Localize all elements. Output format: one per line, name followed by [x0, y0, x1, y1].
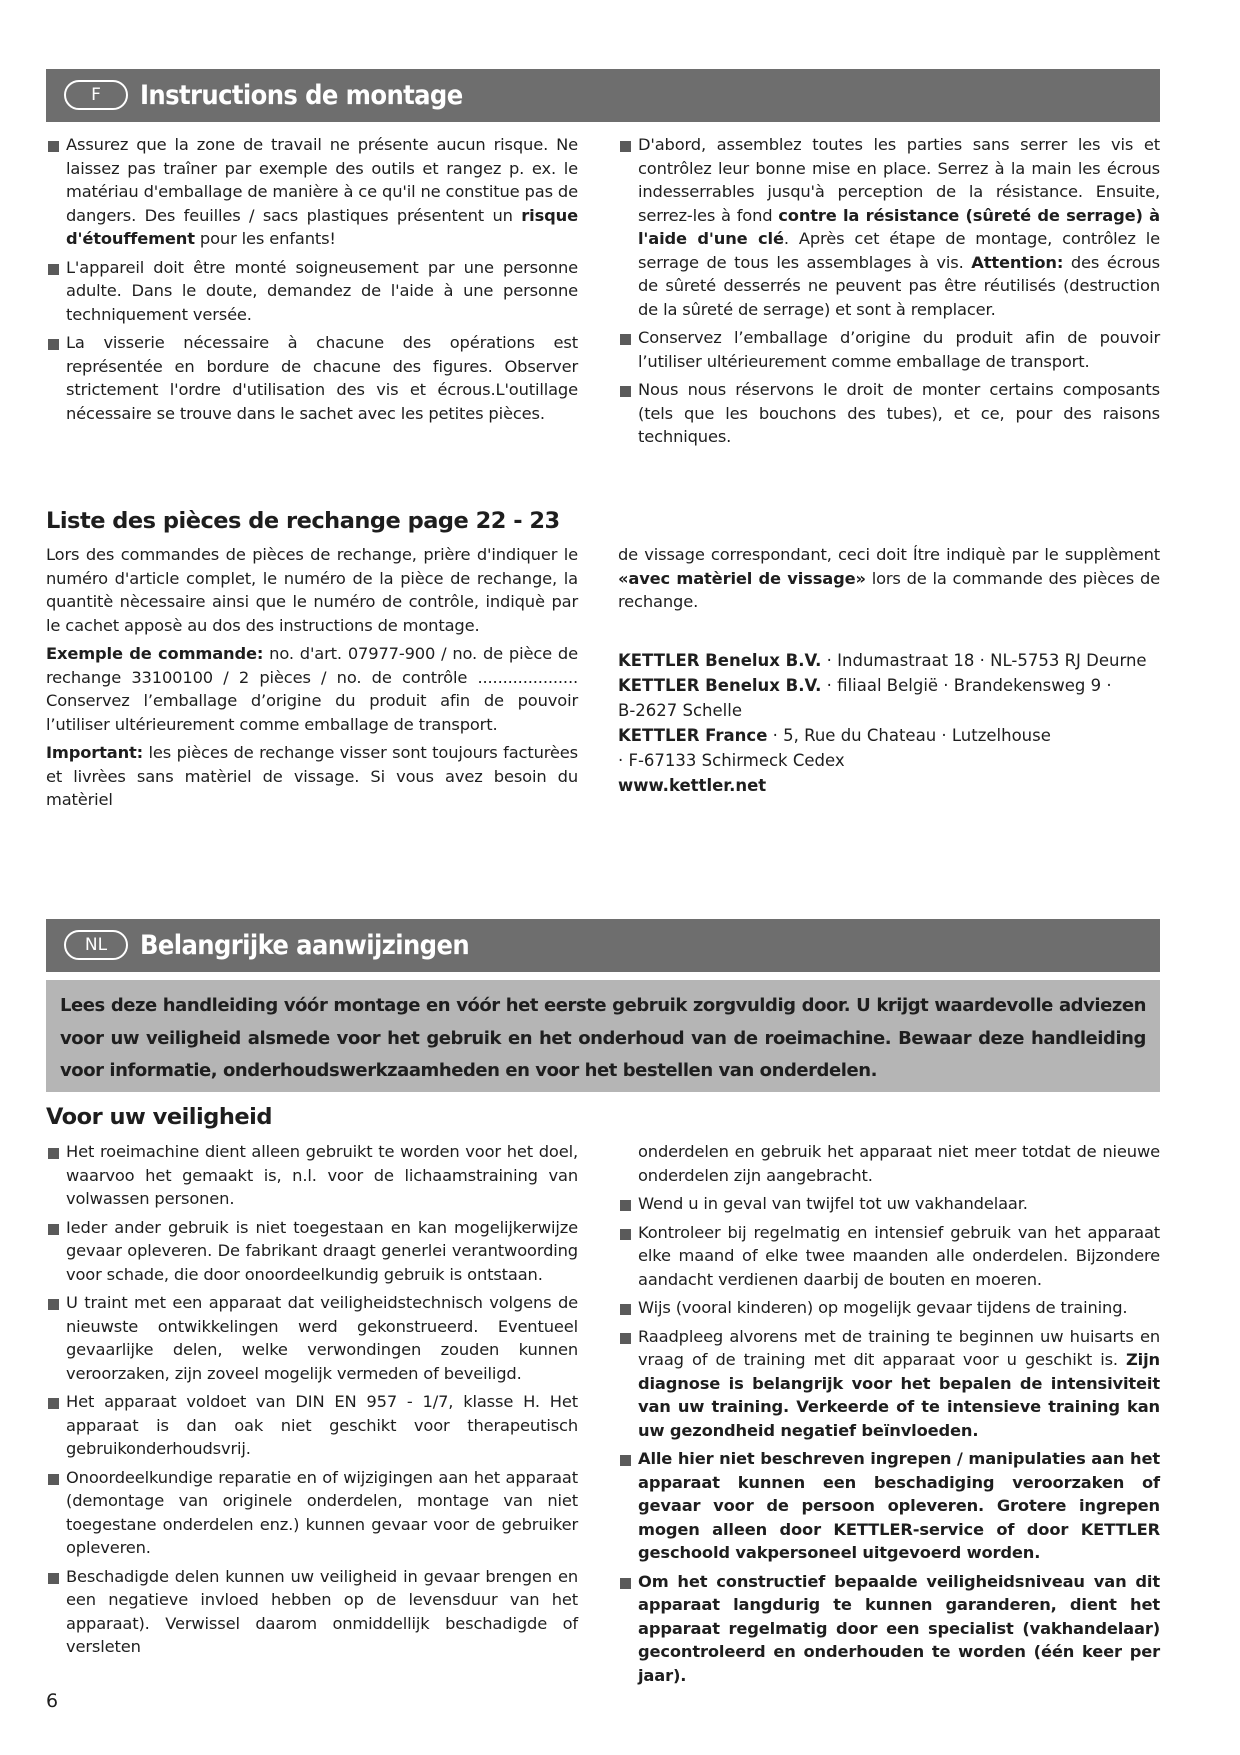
bullet-square-icon: [48, 1398, 59, 1409]
list-item: [46, 1140, 578, 1211]
address-line: [618, 648, 1160, 673]
item-text: Kontroleer bij regelmatig en intensief gebruik van het apparaat elke maand of elke twee maanden alle onderdelen. Bijzondere aandacht verdienen daarbij de bouten en moeren.: [638, 1222, 1160, 1289]
item-text: L'appareil doit être monté soigneusement par une personne adulte. Dans le doute, demandez de l'aide à une personne techniquement versée.: [66, 257, 578, 324]
bullet-square-icon: [620, 386, 631, 397]
item-text: Wend u in geval van twijfel tot uw vakhandelaar.: [638, 1194, 1028, 1213]
spare-parts-left-column: [46, 543, 578, 812]
notice-text: Lees deze handleiding vóór montage en vóór het eerste gebruik zorgvuldig door. U krijgt waardevolle adviezen voor uw veiligheid alsmede voor het gebruik en het onderhoud van de roeimachine. Bewaar deze handleiding voor informatie, onderhoudswerkzaamheden en voor het bestellen van onderdelen.: [60, 995, 1146, 1081]
website-text[interactable]: www.kettler.net: [618, 776, 767, 795]
item-bold-text: Attention:: [971, 252, 1064, 272]
item-bold-text: contre la résistance (sûreté de serrage) à l'aide d'une clé: [638, 205, 1160, 248]
bullet-square-icon: [620, 1455, 631, 1466]
list-item: [46, 1565, 578, 1659]
item-text: onderdelen en gebruik het apparaat niet meer totdat de nieuwe onderdelen zijn aangebracht.: [638, 1142, 1160, 1185]
address-text: · 5, Rue du Chateau · Lutzelhouse · F-67133 Schirmeck Cedex: [618, 726, 1051, 770]
bullet-square-icon: [620, 1304, 631, 1315]
list-item: [618, 1192, 1160, 1216]
address-block: [618, 648, 1160, 798]
bullet-square-icon: [48, 141, 59, 152]
important-text: les pièces de rechange visser sont toujours facturèes et livrèes sans matèriel de vissage. Si vous avez besoin du matèriel: [46, 743, 578, 809]
item-text: La visserie nécessaire à chacune des opérations est représentée en bordure de chacune des figures. Observer strictement l'ordre d'utilisation des vis et écrous.L'outillage nécessaire se trouve dans le sachet avec les petites pièces.: [66, 333, 578, 423]
item-text: U traint met een apparaat dat veiligheidstechnisch volgens de nieuwste ontwikkelingen werd gekonstrueerd. Eventueel gevaarlijke delen, welke verwondingen zouden kunnen veroorzaken, zijn zoveel mogelijk vermeden of beveiligd.: [66, 1293, 578, 1383]
address-line: [618, 673, 1118, 723]
spare-parts-heading: Liste des pièces de rechange page 22 - 23: [46, 508, 560, 534]
section-title-nl: Belangrijke aanwijzingen: [140, 930, 470, 961]
list-item: [46, 1466, 578, 1560]
bullet-square-icon: [620, 334, 631, 345]
screw-material-paragraph: [618, 543, 1160, 614]
item-text: . Après cet étape de montage, contrôlez le serrage de tous les assemblages à vis.: [638, 229, 1160, 272]
order-example-label: Exemple de commande:: [46, 644, 264, 663]
list-item: [618, 133, 1160, 321]
item-text: Onoordeelkundige reparatie en of wijzigingen aan het apparaat (demontage van originele onderdelen, montage van niet toegestane onderdelen enz.) kunnen gevaar voor de gebruiker opleveren.: [66, 1467, 578, 1557]
item-text: Wijs (vooral kinderen) op mogelijk gevaar tijdens de training.: [638, 1298, 1128, 1317]
safety-subheading: Voor uw veiligheid: [46, 1104, 272, 1130]
bullet-square-icon: [620, 1200, 631, 1211]
item-text: pour les enfants!: [194, 229, 336, 248]
list-item: [618, 1221, 1160, 1292]
spare-parts-paragraph: Lors des commandes de pièces de rechange, prière d'indiquer le numéro d'article complet, le numéro de la pièce de rechange, la quantitè nècessaire ainsi que le numéro de contrôle, indiquè par le cachet apposè au dos des instructions de montage.: [46, 545, 578, 635]
bullet-square-icon: [48, 1299, 59, 1310]
list-item: [618, 1447, 1160, 1565]
website-link[interactable]: [618, 773, 1160, 798]
list-item: [46, 1390, 578, 1461]
bullet-square-icon: [48, 1148, 59, 1159]
paragraph-text: lors de la commande des pièces de rechange.: [618, 568, 1161, 611]
list-item: [618, 1296, 1160, 1320]
company-name: KETTLER Benelux B.V.: [618, 676, 822, 695]
list-item: [618, 378, 1160, 449]
bullet-square-icon: [620, 1578, 631, 1589]
company-name: KETTLER Benelux B.V.: [618, 651, 822, 670]
item-text: Conservez l’emballage d’origine du produit afin de pouvoir l’utiliser ultérieurement comme emballage de transport.: [638, 328, 1160, 371]
order-example-text: no. d'art. 07977-900 / no. de pièce de rechange 33100100 / 2 pièces / no. de contrôle .................... Conservez l’emballage d’origine du produit afin de pouvoir l’utiliser ultérieurement comme emballage de transport.: [46, 644, 578, 734]
bullet-square-icon: [620, 1333, 631, 1344]
nl-right-column: [618, 1140, 1160, 1692]
list-item: [618, 1325, 1160, 1443]
order-example-paragraph: [46, 642, 578, 736]
list-item-continued: [618, 1140, 1160, 1187]
bullet-square-icon: [620, 141, 631, 152]
company-name: KETTLER France: [618, 726, 768, 745]
item-text: Nous nous réservons le droit de monter certains composants (tels que les bouchons des tubes), et ce, pour des raisons techniques.: [638, 380, 1160, 446]
bullet-square-icon: [48, 264, 59, 275]
item-bold-text: risque d'étouffement: [66, 205, 578, 248]
important-paragraph: [46, 741, 578, 812]
bullet-square-icon: [48, 339, 59, 350]
section-header-f: [46, 69, 1160, 122]
f-left-column: [46, 133, 578, 430]
item-text: Assurez que la zone de travail ne présente aucun risque. Ne laissez pas traîner par exemple des outils et rangez p. ex. le matériau d'emballage de manière à ce qu'il ne constitue pas de dangers. Des feuilles / sacs plastiques présentent un: [66, 135, 578, 225]
f-right-column: [618, 133, 1160, 454]
paragraph-text: de vissage correspondant, ceci doit Ítre indiquè par le supplèment: [618, 545, 1160, 564]
list-item: [46, 1216, 578, 1287]
bullet-square-icon: [48, 1474, 59, 1485]
paragraph-bold-text: «avec matèriel de vissage»: [618, 568, 866, 588]
item-bold-text: Alle hier niet beschreven ingrepen / manipulaties aan het apparaat kunnen een beschadiging veroorzaken of gevaar voor de persoon opleveren. Grotere ingrepen mogen alleen door KETTLER-service of door KETTLER geschoold vakpersoneel uitgevoerd worden.: [638, 1449, 1160, 1562]
list-item: [618, 326, 1160, 373]
page-number: 6: [46, 1690, 59, 1712]
item-text: des écrous de sûreté desserrés ne peuvent pas être réutilisés (destruction de la sûreté de serrage) et sont à remplacer.: [638, 252, 1161, 319]
item-text: Het roeimachine dient alleen gebruikt te worden voor het doel, waarvoo het gemaakt is, n.l. voor de lichaamstraining van volwassen personen.: [66, 1142, 578, 1208]
important-notice-box: [46, 980, 1160, 1092]
item-text: Het apparaat voldoet van DIN EN 957 - 1/7, klasse H. Het apparaat is dan oak niet geschikt voor therapeutisch gebruikonderhoudsvrij.: [66, 1392, 578, 1458]
list-item: [618, 1570, 1160, 1688]
important-label: Important:: [46, 743, 144, 762]
bullet-square-icon: [48, 1224, 59, 1235]
item-bold-text: Zijn diagnose is belangrijk voor het bepalen de intensiviteit van uw training. Verkeerde of te intensieve training kan uw gezondheid negatief beïnvloeden.: [638, 1350, 1160, 1440]
list-item: [46, 1291, 578, 1385]
item-text: D'abord, assemblez toutes les parties sans serrer les vis et contrôlez leur bonne mise en place. Serrez à la main les écrous indesserrables jusqu'à perception de la résistance. Ensuite, serrez-les à fond: [638, 135, 1160, 225]
nl-left-column: [46, 1140, 578, 1664]
section-header-nl: [46, 919, 1160, 972]
address-text: · Indumastraat 18 · NL-5753 RJ Deurne: [821, 651, 1147, 670]
language-badge-nl: NL: [64, 930, 128, 960]
item-text: Beschadigde delen kunnen uw veiligheid in gevaar brengen en een negatieve invloed hebben op de levensduur van het apparaat). Verwissel daarom onmiddellijk beschadigde of versleten: [66, 1566, 578, 1656]
address-text: · filiaal België · Brandekensweg 9 · B-2627 Schelle: [618, 676, 1112, 720]
bullet-square-icon: [48, 1573, 59, 1584]
section-title-f: Instructions de montage: [140, 80, 463, 111]
spare-parts-right-column: [618, 543, 1160, 614]
item-bold-text: Om het constructief bepaalde veiligheidsniveau van dit apparaat langdurig te kunnen garanderen, dient het apparaat regelmatig door een specialist (vakhandelaar) gecontroleerd en onderhouden te worden (één keer per jaar).: [638, 1571, 1160, 1685]
list-item: [46, 331, 578, 425]
item-text: Ieder ander gebruik is niet toegestaan en kan mogelijkerwijze gevaar opleveren. De fabrikant draagt generlei verantwoording voor schade, die door onoordeelkundig gebruik is ontstaan.: [66, 1217, 578, 1284]
language-badge-f: F: [64, 80, 128, 110]
bullet-square-icon: [620, 1229, 631, 1240]
address-line: [618, 723, 1058, 773]
item-text: Raadpleeg alvorens met de training te beginnen uw huisarts en vraag of de training met dit apparaat voor u geschikt is.: [638, 1326, 1160, 1369]
list-item: [46, 133, 578, 251]
list-item: [46, 256, 578, 327]
